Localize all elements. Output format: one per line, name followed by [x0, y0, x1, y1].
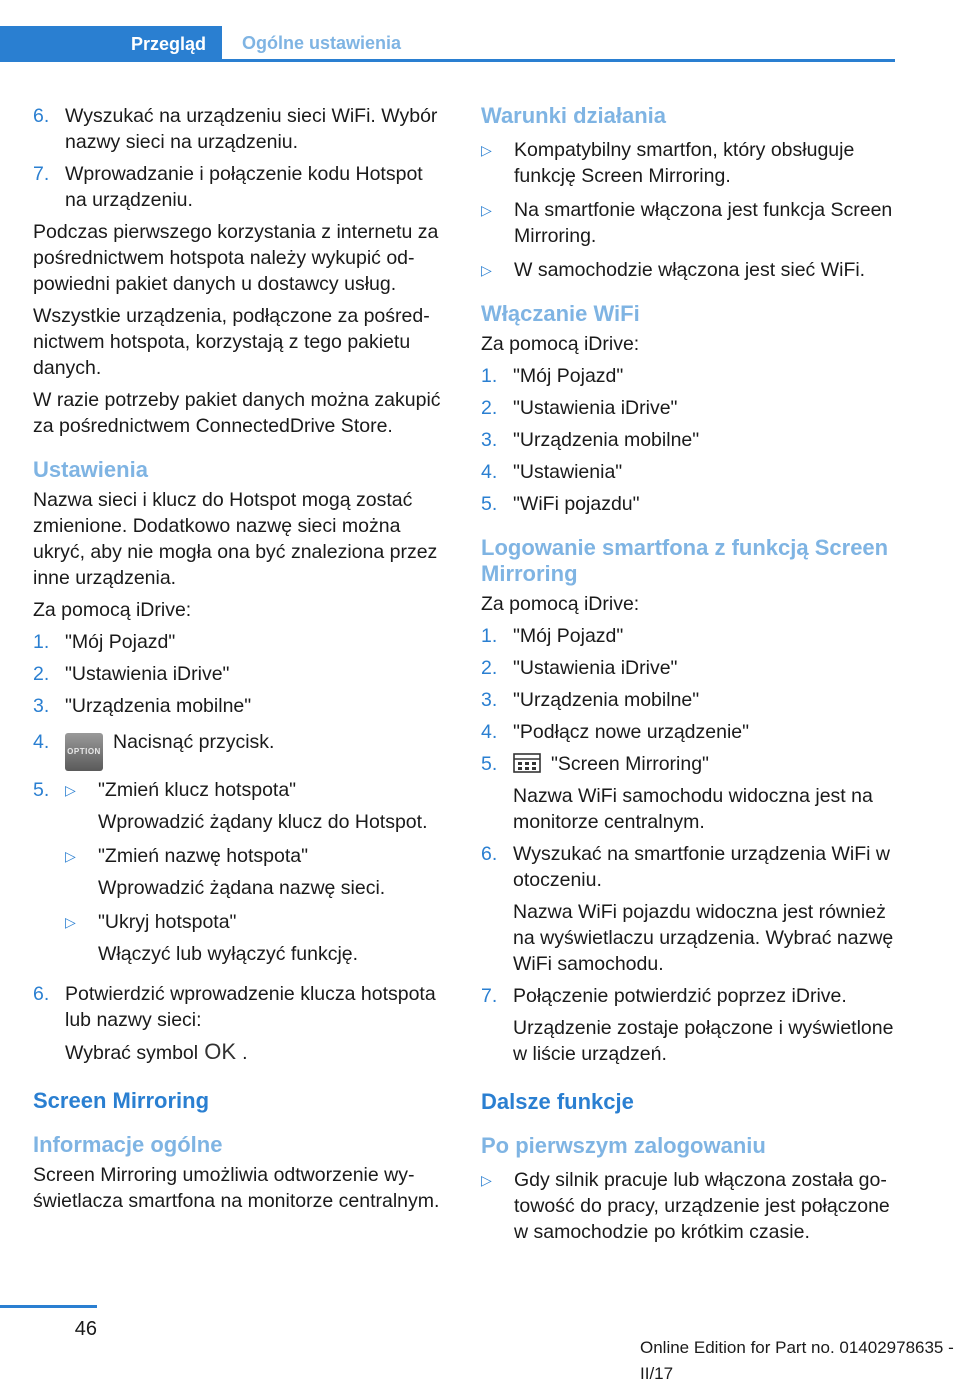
- paragraph: Nazwa sieci i klucz do Hotspot mogą zostać zmienione. Dodatkowo nazwę sieci można ukryć, aby nie mogła ona być znaleziona przez inne urządzenia.: [33, 489, 438, 589]
- paragraph: Podczas pierwszego korzystania z internetu za pośrednictwem hotspota należy wykupić odpowiedni pakiet danych u dostawcy usług.: [33, 221, 439, 295]
- tab-ogolne-ustawienia[interactable]: Ogólne ustawienia: [242, 32, 402, 53]
- triangle-bullet-icon: ▷: [481, 1172, 492, 1188]
- list-item: 3. "Urządzenia mobilne": [481, 689, 700, 711]
- paragraph: Za pomocą iDrive:: [33, 599, 192, 621]
- list-item: ▷ W samochodzie włączona jest sieć WiFi.: [481, 259, 866, 281]
- right-column: [481, 103, 897, 1253]
- list-item: 7. Wprowadzanie i połączenie kodu Hotspot na urządzeniu.: [33, 163, 423, 211]
- paragraph: Wszystkie urządzenia, podłączone za pośrednictwem hotspota, korzystają z tego pakietu danych.: [33, 305, 430, 379]
- heading-informacje-ogolne: Informacje ogólne: [33, 1132, 223, 1157]
- option-button-icon: OPTION: [65, 733, 103, 771]
- list-item: 6. Wyszukać na urządzeniu sieci WiFi. Wybór nazwy sieci na urządzeniu.: [33, 105, 438, 153]
- triangle-bullet-icon: ▷: [481, 262, 492, 278]
- list-item: 4. OPTION Nacisnąć przycisk.: [33, 729, 445, 771]
- heading-po-pierwszym-zalogowaniu: Po pierwszym zalogowaniu: [481, 1133, 766, 1158]
- list-item: 1. "Mój Pojazd": [481, 365, 624, 387]
- triangle-bullet-icon: ▷: [481, 142, 492, 158]
- heading-warunki-dzialania: Warunki działania: [481, 103, 667, 128]
- list-item: 6. Wyszukać na smartfonie urządzenia WiFi w otoczeniu. Nazwa WiFi pojazdu widoczna jest również na wyświetlaczu urządzenia. Wybrać nazwę WiFi samochodu.: [481, 843, 894, 975]
- wifi-steps: [481, 363, 897, 517]
- edition-note: Online Edition for Part no. 01402978635 - II/17: [640, 1338, 954, 1383]
- list-item: 2. "Ustawienia iDrive": [481, 397, 678, 419]
- heading-logowanie-smartfona: Logowanie smartfona z funkcją Screen Mirroring: [481, 535, 889, 586]
- list-item: ▷ "Zmień nazwę hotspota" Wprowadzić żądana nazwę sieci.: [65, 845, 386, 899]
- hotspot-steps-top: [33, 103, 445, 213]
- settings-steps: [33, 629, 445, 1066]
- list-item: 2. "Ustawienia iDrive": [33, 663, 230, 685]
- list-item: 1. "Mój Pojazd": [33, 631, 176, 653]
- header-rule: [0, 59, 895, 62]
- login-steps: [481, 623, 897, 1067]
- heading-ustawienia: Ustawienia: [33, 457, 148, 482]
- list-item: 5. ▷ "Zmień klucz hotspota" Wprowadzić żądany klucz do Hotspot. ▷ "Zmień nazwę hotspota" Wprowadzić żądana nazwę sieci. ▷ "Ukryj hotspota" Włączyć lub wyłączyć funkcję.: [33, 777, 445, 975]
- list-item: 6. Potwierdzić wprowadzenie klucza hotspota lub nazwy sieci: Wybrać symbol OK .: [33, 983, 436, 1064]
- list-item: 2. "Ustawienia iDrive": [481, 657, 678, 679]
- list-item: ▷ Gdy silnik pracuje lub włączona została gotowość do pracy, urządzenie jest połączone w samochodzie po krótkim czasie.: [481, 1169, 890, 1243]
- hotspot-options-list: [65, 777, 445, 975]
- list-item: 3. "Urządzenia mobilne": [33, 695, 252, 717]
- heading-wlaczanie-wifi: Włączanie WiFi: [481, 301, 640, 326]
- list-item: 1. "Mój Pojazd": [481, 625, 624, 647]
- list-item: ▷ Kompatybilny smartfon, który obsługuje funkcję Screen Mirroring.: [481, 139, 855, 187]
- list-item: ▷ "Ukryj hotspota" Włączyć lub wyłączyć funkcję.: [65, 911, 359, 965]
- heading-screen-mirroring: Screen Mirroring: [33, 1088, 210, 1113]
- triangle-bullet-icon: ▷: [65, 914, 76, 930]
- triangle-bullet-icon: ▷: [65, 848, 76, 864]
- tab-przeglad[interactable]: Przegląd: [0, 26, 222, 62]
- ok-symbol-icon: OK: [204, 1039, 236, 1064]
- list-item: ▷ Na smartfonie włączona jest funkcja Screen Mirroring.: [481, 199, 893, 247]
- after-login-list: [481, 1167, 897, 1245]
- heading-dalsze-funkcje: Dalsze funkcje: [481, 1089, 634, 1114]
- list-item: 7. Połączenie potwierdzić poprzez iDrive. Urządzenie zostaje połączone i wyświetlone w liście urządzeń.: [481, 985, 894, 1065]
- triangle-bullet-icon: ▷: [65, 782, 76, 798]
- footer-rule: [0, 1305, 97, 1308]
- list-item: 3. "Urządzenia mobilne": [481, 429, 700, 451]
- list-item: 5. "WiFi pojazdu": [481, 493, 640, 515]
- conditions-list: [481, 137, 897, 283]
- paragraph: Za pomocą iDrive:: [481, 593, 640, 615]
- paragraph: Za pomocą iDrive:: [481, 333, 640, 355]
- list-item: 4. "Podłącz nowe urządzenie": [481, 721, 750, 743]
- page-number: 46: [74, 1318, 97, 1340]
- screen-mirroring-icon: [513, 753, 541, 773]
- header-tabs: [0, 26, 895, 62]
- left-column: [33, 103, 445, 1220]
- list-item: ▷ "Zmień klucz hotspota" Wprowadzić żądany klucz do Hotspot.: [65, 779, 428, 833]
- list-item: 5. "Screen Mirroring" Nazwa WiFi samochodu widoczna jest na monitorze centralnym.: [481, 753, 873, 833]
- triangle-bullet-icon: ▷: [481, 202, 492, 218]
- list-item: 4. "Ustawienia": [481, 461, 623, 483]
- paragraph: Screen Mirroring umożliwia odtworzenie wyświetlacza smartfona na monitorze centralnym.: [33, 1164, 440, 1212]
- paragraph: W razie potrzeby pakiet danych można zakupić za pośrednictwem ConnectedDrive Store.: [33, 389, 441, 437]
